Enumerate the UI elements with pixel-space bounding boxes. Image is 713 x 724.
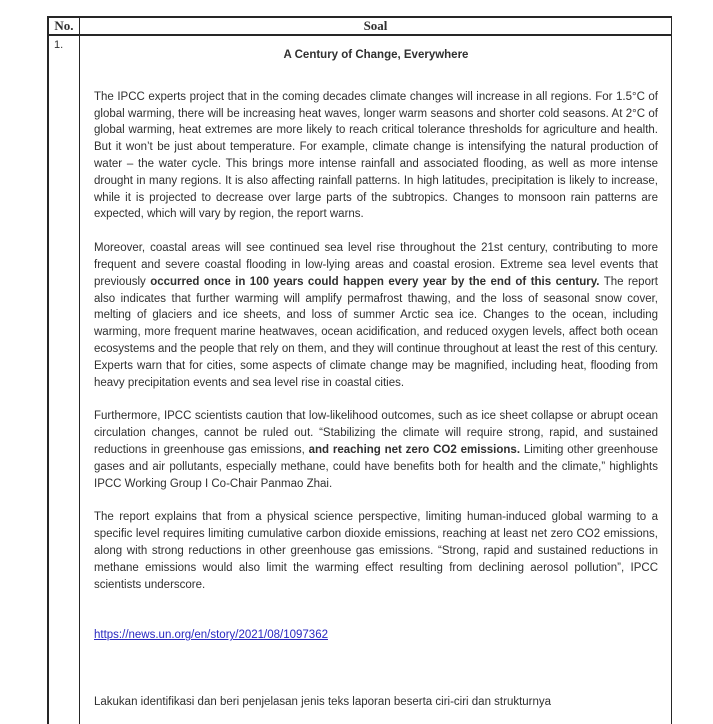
paragraph — [94, 240, 658, 391]
paragraph-segment: Limiting other greenhouse gases and air pollutants, especially methane, could have benefits both for health and the climate,” highlights IPCC Working Group I Co-Chair Panmao Zhai. — [94, 443, 659, 490]
paragraph — [94, 89, 658, 223]
paragraph-segment: The IPCC experts project that in the coming decades climate changes will increase in all regions. For 1.5°C of global warming, there will be increasing heat waves, longer warm seasons and shorter cold seasons. At 2°C of global warming, heat extremes are more likely to reach critical tolerance thresholds for agriculture and health. But it won’t be just about temperature. For example, climate change is intensifying the natural production of water – the water cycle. This brings more intense rainfall and associated flooding, as well as more intense drought in many regions. It is also affecting rainfall patterns. In high latitudes, precipitation is likely to increase, while it is projected to decrease over large parts of the subtropics. Changes to monsoon rain patterns are expected, which will vary by region, the report warns. — [94, 90, 658, 221]
table-row — [49, 36, 671, 724]
row-number: 1. — [49, 36, 80, 724]
paragraph-segment: Moreover, coastal areas will see continued sea level rise throughout the 21st century, contributing to more frequent and severe coastal flooding in low-lying areas and coastal erosion. Extreme sea level events that previously — [94, 242, 658, 288]
paragraph-segment: The report also indicates that further warming will amplify permafrost thawing, and the loss of seasonal snow cover, melting of glaciers and ice sheets, and loss of summer Arctic sea ice. Changes to the ocean, including warming, more frequent marine heatwaves, ocean acidification, and reduced oxygen levels, affect both ocean ecosystems and the people that rely on them, and they will continue throughout at least the rest of this century. Experts warn that for cities, some aspects of climate change may be magnified, including heat, flooding from heavy precipitation events and sea level rise in coastal cities. — [94, 275, 658, 389]
source-link-block — [94, 627, 658, 644]
paragraph-list — [94, 89, 658, 594]
paragraph-bold-segment: occurred once in 100 years could happen every year by the end of this century. — [150, 275, 600, 288]
instruction-text: Lakukan identifikasi dan beri penjelasan jenis teks laporan beserta ciri-ciri dan strukturnya — [94, 696, 552, 709]
soal-cell — [80, 36, 671, 724]
table-header-no: No. — [49, 18, 80, 34]
paragraph — [94, 408, 658, 492]
soal-table — [47, 16, 672, 724]
paragraph — [94, 509, 658, 593]
table-header-row — [49, 18, 671, 36]
paragraph-bold-segment: and reaching net zero CO2 emissions. — [308, 443, 521, 456]
paragraph-segment: The report explains that from a physical science perspective, limiting human-induced global warming to a specific level requires limiting cumulative carbon dioxide emissions, reaching at least net zero CO2 emissions, along with strong reductions in other greenhouse gas emissions. “Strong, rapid and sustained reductions in methane emissions would also limit the warming effect resulting from declining aerosol pollution”, IPCC scientists underscore. — [94, 511, 658, 591]
passage-title: A Century of Change, Everywhere — [283, 49, 469, 61]
paragraph-segment: Furthermore, IPCC scientists caution that low-likelihood outcomes, such as ice sheet collapse or abrupt ocean circulation changes, cannot be ruled out. “Stabilizing the climate will require strong, rapid, and sustained reductions in greenhouse gas emissions, — [94, 410, 658, 456]
source-link[interactable]: https://news.un.org/en/story/2021/08/1097362 — [94, 629, 328, 642]
table-header-soal: Soal — [363, 18, 388, 33]
